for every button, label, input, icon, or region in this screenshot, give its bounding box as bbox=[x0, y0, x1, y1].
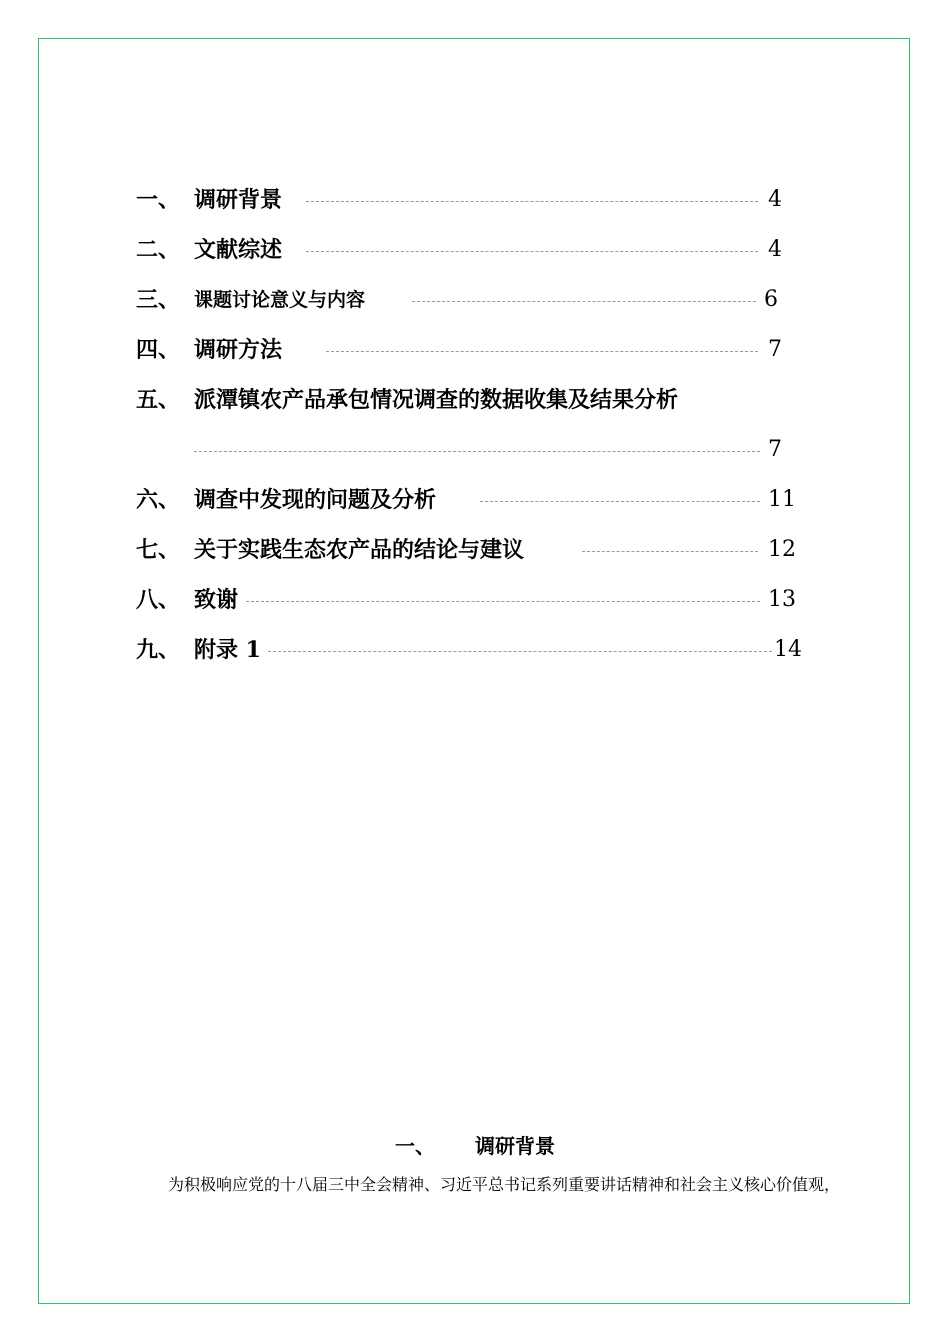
toc-number: 一、 bbox=[136, 187, 181, 213]
toc-title: 派潭镇农产品承包情况调查的数据收集及结果分析 bbox=[194, 387, 679, 413]
toc-number: 二、 bbox=[136, 237, 181, 263]
toc-title: 调查中发现的问题及分析 bbox=[194, 487, 437, 513]
toc-number: 七、 bbox=[136, 537, 181, 563]
toc-number: 四、 bbox=[136, 337, 181, 363]
toc-entry[interactable] bbox=[136, 284, 796, 316]
toc-page-number: 7 bbox=[768, 337, 782, 362]
toc-number: 八、 bbox=[136, 587, 181, 613]
toc-number: 五、 bbox=[136, 387, 181, 413]
toc-title: 文献综述 bbox=[194, 237, 283, 263]
toc-page-number: 7 bbox=[768, 437, 782, 462]
toc-page-number: 6 bbox=[764, 287, 778, 312]
body-paragraph: 为积极响应党的十八届三中全会精神、习近平总书记系列重要讲话精神和社会主义核心价值观， bbox=[168, 1175, 841, 1194]
toc-leader bbox=[480, 501, 760, 502]
section-number: 一、 bbox=[395, 1134, 435, 1158]
toc-leader bbox=[326, 351, 758, 352]
toc-page-number: 11 bbox=[768, 487, 796, 512]
toc-entry[interactable] bbox=[136, 384, 796, 466]
toc-entry[interactable] bbox=[136, 334, 796, 366]
toc-leader bbox=[306, 251, 758, 252]
toc-entry[interactable] bbox=[136, 584, 796, 616]
toc-entry[interactable] bbox=[136, 234, 796, 266]
toc-leader bbox=[268, 651, 772, 652]
toc-entry[interactable] bbox=[136, 484, 796, 516]
toc-number: 九、 bbox=[136, 637, 181, 663]
toc-page-number: 13 bbox=[768, 587, 796, 612]
toc-page-number: 4 bbox=[768, 237, 782, 262]
toc-page-number: 14 bbox=[774, 637, 802, 662]
toc-page-number: 4 bbox=[768, 187, 782, 212]
toc-number: 六、 bbox=[136, 487, 181, 513]
toc-title: 调研背景 bbox=[194, 187, 283, 213]
toc-entry[interactable] bbox=[136, 534, 796, 566]
toc-title: 关于实践生态农产品的结论与建议 bbox=[194, 537, 525, 563]
toc-title: 调研方法 bbox=[194, 337, 283, 363]
toc-leader bbox=[306, 201, 758, 202]
toc-leader bbox=[412, 301, 756, 302]
toc-page-number: 12 bbox=[768, 537, 796, 562]
toc-title: 课题讨论意义与内容 bbox=[194, 289, 366, 311]
toc-title: 致谢 bbox=[194, 587, 239, 613]
toc-entry[interactable] bbox=[136, 634, 802, 666]
section-title: 调研背景 bbox=[475, 1134, 555, 1158]
toc-leader bbox=[246, 601, 760, 602]
toc-leader bbox=[582, 551, 758, 552]
toc-title: 附录 1 bbox=[194, 637, 261, 663]
section-heading bbox=[0, 1130, 950, 1159]
toc-number: 三、 bbox=[136, 287, 181, 313]
toc-leader bbox=[194, 451, 760, 452]
toc-entry[interactable] bbox=[136, 184, 796, 216]
page-border bbox=[38, 38, 910, 1304]
